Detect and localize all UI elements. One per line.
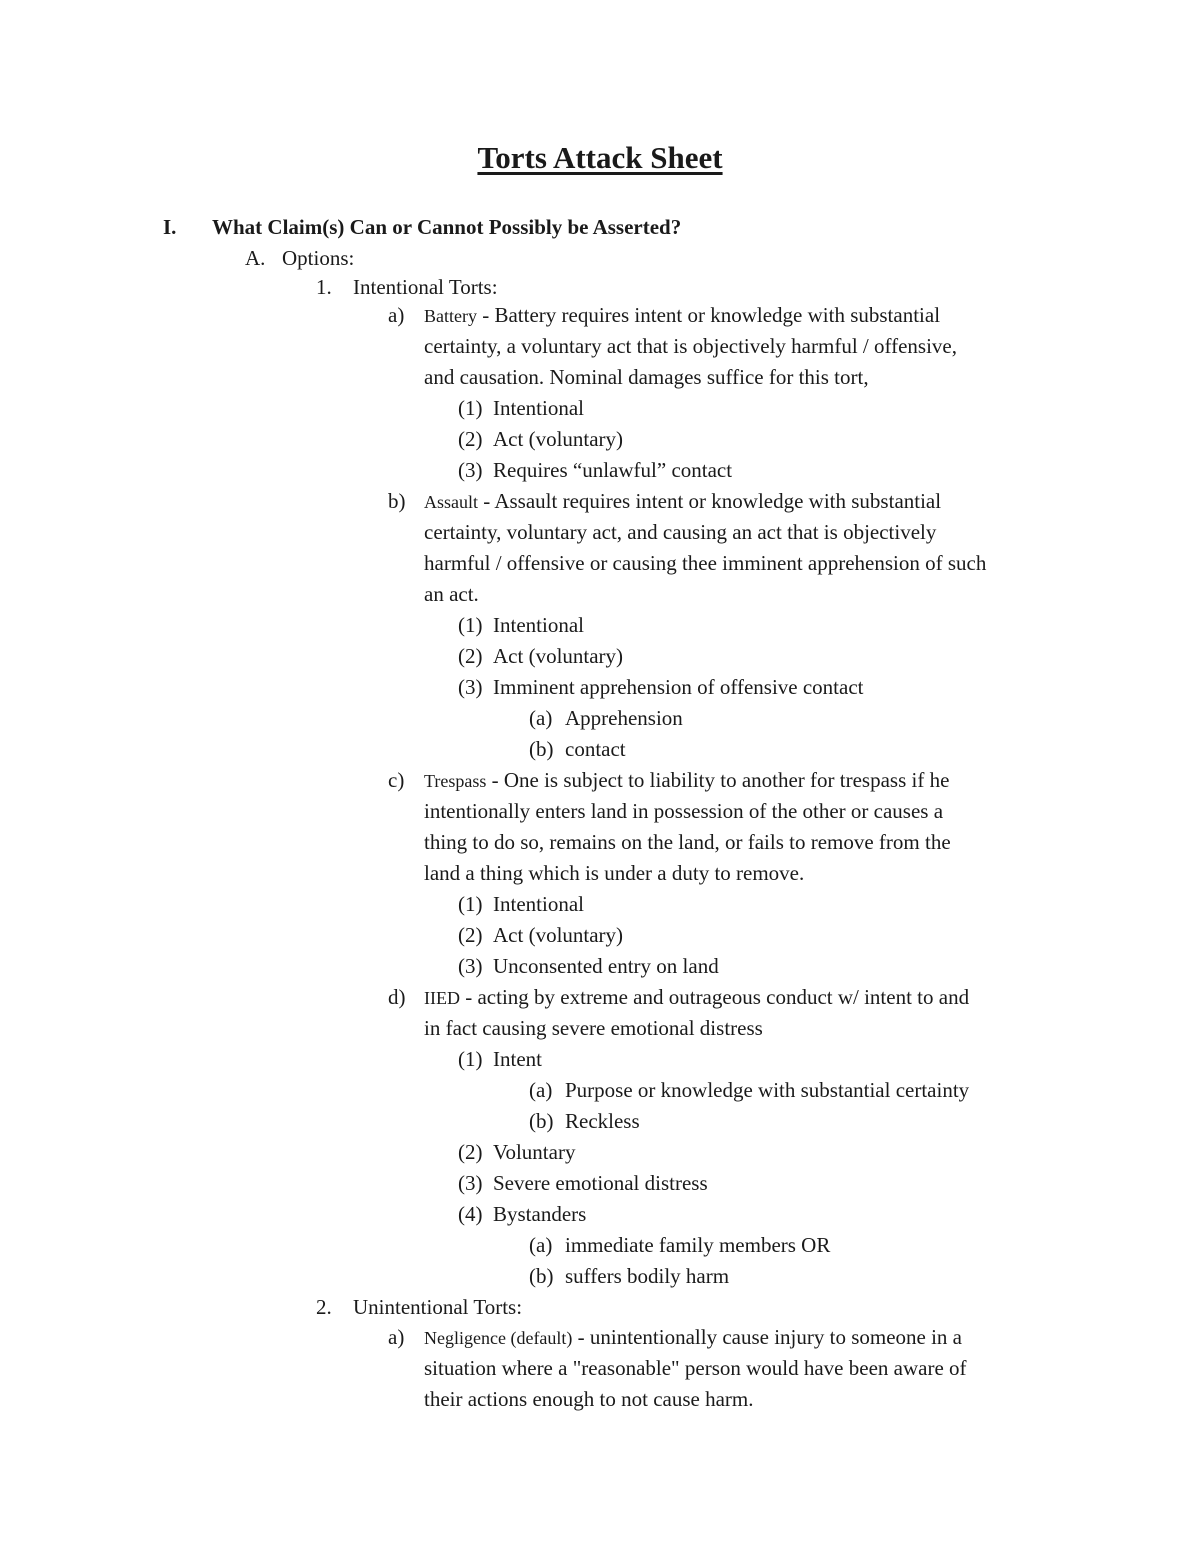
section-number: I. (163, 215, 177, 239)
tort-name-trespass: Trespass (424, 771, 487, 791)
element-item: Bystanders (493, 1202, 587, 1226)
trespass-description-line: intentionally enters land in possession of the other or causes a (424, 799, 944, 823)
battery-description-line: Battery - Battery requires intent or knowledge with substantial (424, 303, 941, 327)
list-marker: 1. (316, 275, 332, 299)
assault-description-line: certainty, voluntary act, and causing an act that is objectively (424, 520, 937, 544)
iied-description-line: in fact causing severe emotional distress (424, 1016, 763, 1040)
list-marker: c) (388, 768, 405, 792)
list-marker: (2) (458, 1140, 483, 1164)
element-item: Intentional (493, 892, 584, 916)
sub-element-item: Apprehension (565, 706, 683, 730)
list-marker: (a) (529, 1233, 553, 1257)
section-heading: What Claim(s) Can or Cannot Possibly be Asserted? (212, 215, 682, 239)
element-item: Intentional (493, 396, 584, 420)
sub-element-item: Purpose or knowledge with substantial certainty (565, 1078, 970, 1102)
element-item: Intent (493, 1047, 542, 1071)
trespass-description-line: thing to do so, remains on the land, or fails to remove from the (424, 830, 951, 854)
battery-description-line: and causation. Nominal damages suffice for this tort, (424, 365, 869, 389)
list-marker: 2. (316, 1295, 332, 1319)
tort-name-iied: IIED (424, 988, 460, 1008)
list-marker: (2) (458, 923, 483, 947)
iied-description-line: IIED - acting by extreme and outrageous conduct w/ intent to and (424, 985, 970, 1009)
list-marker: (1) (458, 613, 483, 637)
list-marker: (3) (458, 458, 483, 482)
element-item: Severe emotional distress (493, 1171, 708, 1195)
sub-element-item: immediate family members OR (565, 1233, 831, 1257)
sub-element-item: Reckless (565, 1109, 640, 1133)
list-marker: a) (388, 1325, 405, 1349)
subsection-marker: A. (245, 246, 266, 270)
element-item: Imminent apprehension of offensive contact (493, 675, 864, 699)
list-marker: (b) (529, 737, 554, 761)
list-heading-unintentional: Unintentional Torts: (353, 1295, 523, 1319)
list-marker: d) (388, 985, 406, 1009)
list-marker: (3) (458, 675, 483, 699)
list-marker: (4) (458, 1202, 483, 1226)
trespass-description-line: Trespass - One is subject to liability to another for trespass if he (424, 768, 950, 792)
element-item: Act (voluntary) (493, 644, 624, 668)
list-marker: (a) (529, 706, 553, 730)
list-heading-intentional: Intentional Torts: (353, 275, 498, 299)
element-item: Unconsented entry on land (493, 954, 719, 978)
assault-description-line: Assault - Assault requires intent or knowledge with substantial (424, 489, 942, 513)
sub-element-item: contact (565, 737, 626, 761)
list-marker: (3) (458, 1171, 483, 1195)
document-title: Torts Attack Sheet (477, 140, 723, 175)
trespass-description-line: land a thing which is under a duty to remove. (424, 861, 805, 885)
sub-element-item: suffers bodily harm (565, 1264, 730, 1288)
negligence-description-line: situation where a "reasonable" person would have been aware of (424, 1356, 967, 1380)
negligence-description-line: their actions enough to not cause harm. (424, 1387, 754, 1411)
list-marker: (2) (458, 644, 483, 668)
list-marker: (3) (458, 954, 483, 978)
subsection-label: Options: (282, 246, 355, 270)
element-item: Intentional (493, 613, 584, 637)
tort-name-battery: Battery (424, 306, 477, 326)
assault-description-line: an act. (424, 582, 479, 606)
element-item: Act (voluntary) (493, 923, 624, 947)
element-item: Act (voluntary) (493, 427, 624, 451)
tort-name-assault: Assault (424, 492, 478, 512)
list-marker: (a) (529, 1078, 553, 1102)
list-marker: (b) (529, 1264, 554, 1288)
assault-description-line: harmful / offensive or causing thee imminent apprehension of such (424, 551, 987, 575)
tort-name-negligence: Negligence (default) (424, 1328, 573, 1348)
list-marker: (b) (529, 1109, 554, 1133)
list-marker: (1) (458, 1047, 483, 1071)
element-item: Requires “unlawful” contact (493, 458, 733, 482)
list-marker: (2) (458, 427, 483, 451)
list-marker: b) (388, 489, 406, 513)
battery-description-line: certainty, a voluntary act that is objectively harmful / offensive, (424, 334, 957, 358)
element-item: Voluntary (493, 1140, 576, 1164)
list-marker: (1) (458, 892, 483, 916)
negligence-description-line: Negligence (default) - unintentionally cause injury to someone in a (424, 1325, 962, 1349)
list-marker: (1) (458, 396, 483, 420)
list-marker: a) (388, 303, 405, 327)
